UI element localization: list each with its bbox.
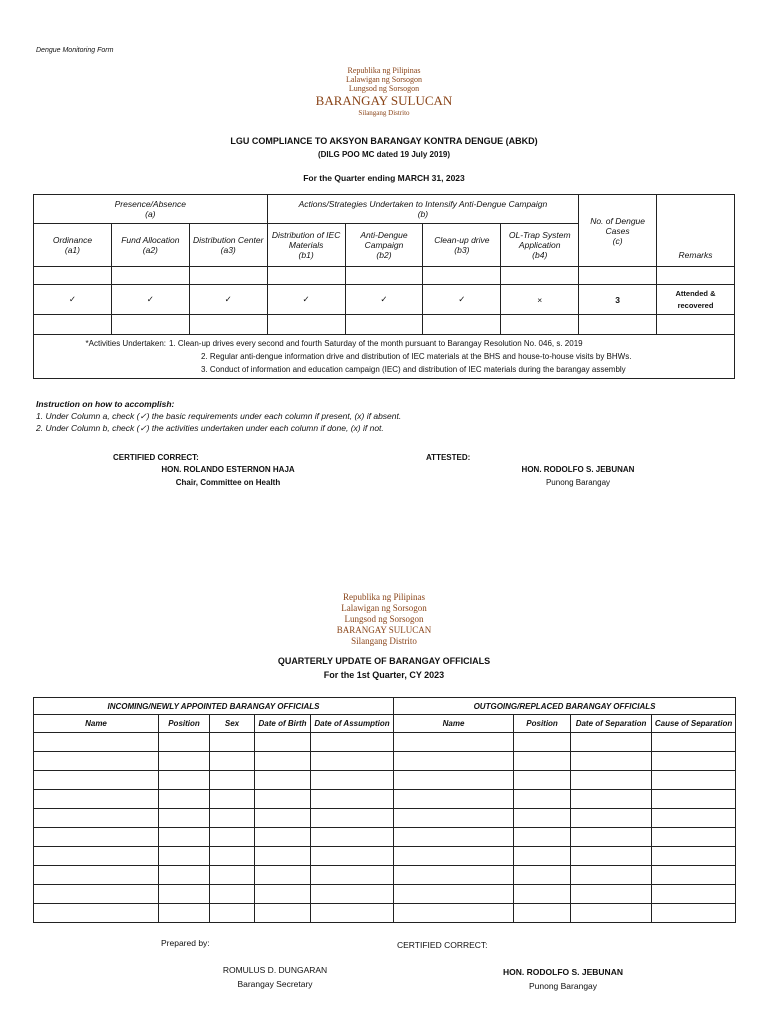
table-cell xyxy=(514,790,571,809)
table-row xyxy=(34,733,736,752)
cell-a1: ✓ xyxy=(34,285,112,315)
city-line: Lungsod ng Sorsogon xyxy=(348,84,420,93)
table-cell xyxy=(652,866,736,885)
table-row xyxy=(34,847,736,866)
table-cell xyxy=(514,904,571,923)
republic-line: Republika ng Pilipinas xyxy=(347,66,421,75)
table-row-data xyxy=(34,285,735,315)
certified-name: HON. ROLANDO ESTERNON HAJA xyxy=(161,465,295,474)
table-cell xyxy=(514,828,571,847)
table-cell xyxy=(311,866,394,885)
attested-title: Punong Barangay xyxy=(545,478,611,487)
table-cell xyxy=(210,790,255,809)
col-header-out-name: Name xyxy=(394,715,514,733)
table-cell xyxy=(652,771,736,790)
group-b-header: Actions/Strategies Undertaken to Intensify Anti-Dengue Campaign (b) xyxy=(267,195,579,224)
province-line: Lalawigan ng Sorsogon xyxy=(341,603,427,613)
cell-a3: ✓ xyxy=(189,285,267,315)
table-row xyxy=(34,809,736,828)
table-cell xyxy=(159,809,210,828)
section1-quarter: For the Quarter ending MARCH 31, 2023 xyxy=(303,173,465,183)
prepared-by-label: Prepared by: xyxy=(161,938,210,948)
table-cell xyxy=(311,904,394,923)
table-cell xyxy=(571,904,652,923)
table-cell xyxy=(394,866,514,885)
table-cell xyxy=(571,771,652,790)
table-cell xyxy=(210,752,255,771)
table-cell xyxy=(311,733,394,752)
table-cell xyxy=(571,752,652,771)
table-cell xyxy=(255,847,311,866)
col-header-remarks: Remarks xyxy=(657,195,735,267)
certified-correct-label: CERTIFIED CORRECT: xyxy=(113,453,199,462)
section1-title: LGU COMPLIANCE TO AKSYON BARANGAY KONTRA DENGUE (ABKD) xyxy=(230,136,538,146)
district-line: Silangang Distrito xyxy=(351,636,417,646)
activities-prefix: *Activities Undertaken: xyxy=(85,339,166,348)
table-row xyxy=(34,828,736,847)
table-cell xyxy=(159,904,210,923)
attested-label: ATTESTED: xyxy=(426,453,471,462)
table-cell xyxy=(652,847,736,866)
city-line: Lungsod ng Sorsogon xyxy=(344,614,424,624)
table-cell xyxy=(34,752,159,771)
table-cell xyxy=(255,809,311,828)
table-cell xyxy=(311,828,394,847)
section2-title: QUARTERLY UPDATE OF BARANGAY OFFICIALS xyxy=(277,656,491,666)
table-row xyxy=(34,885,736,904)
table-cell xyxy=(394,904,514,923)
table-cell xyxy=(394,809,514,828)
col-header-in-dob: Date of Birth xyxy=(255,715,311,733)
activities-notes-row xyxy=(34,335,735,379)
table-cell xyxy=(311,790,394,809)
cell-dengue-cases: 3 xyxy=(579,285,657,315)
table-cell xyxy=(394,885,514,904)
table-cell xyxy=(210,866,255,885)
cell-b3: ✓ xyxy=(423,285,501,315)
officials-table-body xyxy=(34,733,736,923)
col-header-out-separation-cause: Cause of Separation xyxy=(652,715,736,733)
province-line: Lalawigan ng Sorsogon xyxy=(346,75,422,84)
table-cell xyxy=(34,866,159,885)
table-cell xyxy=(394,733,514,752)
table-row-empty xyxy=(34,315,735,335)
cell-b1: ✓ xyxy=(267,285,345,315)
abkd-compliance-table xyxy=(33,194,735,379)
table-row xyxy=(34,771,736,790)
cell-b4: × xyxy=(501,285,579,315)
table-cell xyxy=(159,885,210,904)
table-cell xyxy=(571,828,652,847)
table-cell xyxy=(652,885,736,904)
table-row xyxy=(34,752,736,771)
table-cell xyxy=(255,866,311,885)
col-header-c: No. of Dengue Cases (c) xyxy=(579,195,657,267)
table-cell xyxy=(255,771,311,790)
table-cell xyxy=(571,809,652,828)
table-cell xyxy=(210,809,255,828)
table-cell xyxy=(394,847,514,866)
table-cell xyxy=(394,752,514,771)
table-cell xyxy=(34,809,159,828)
table-cell xyxy=(514,733,571,752)
table-cell xyxy=(159,752,210,771)
table-cell xyxy=(210,733,255,752)
section1-subtitle: (DILG POO MC dated 19 July 2019) xyxy=(317,150,451,159)
table-cell xyxy=(514,771,571,790)
table-cell xyxy=(514,847,571,866)
col-header-a1: Ordinance (a1) xyxy=(34,224,112,267)
table-cell xyxy=(311,847,394,866)
letterhead-bottom xyxy=(0,592,768,647)
col-header-in-position: Position xyxy=(159,715,210,733)
certified-title-2: Punong Barangay xyxy=(528,981,598,991)
barangay-name: BARANGAY SULUCAN xyxy=(315,93,453,108)
col-header-a3: Distribution Center (a3) xyxy=(189,224,267,267)
table-cell xyxy=(159,847,210,866)
table-cell xyxy=(652,904,736,923)
instructions xyxy=(36,398,401,434)
col-header-a2: Fund Allocation (a2) xyxy=(111,224,189,267)
table-row xyxy=(34,904,736,923)
activity-note: 1. Clean-up drives every second and fourth Saturday of the month pursuant to Barangay Resolution No. 046, s. 2019 xyxy=(169,339,583,348)
district-line: Silangang Distrito xyxy=(358,109,410,117)
letterhead-top xyxy=(0,66,768,117)
col-header-out-separation-date: Date of Separation xyxy=(571,715,652,733)
cell-remarks: Attended & recovered xyxy=(657,285,735,315)
activity-note: 3. Conduct of information and education campaign (IEC) and distribution of IEC materials during the barangay assembly xyxy=(201,365,626,374)
table-cell xyxy=(159,828,210,847)
table-cell xyxy=(210,847,255,866)
table-cell xyxy=(652,790,736,809)
certified-title: Chair, Committee on Health xyxy=(175,478,281,487)
table-cell xyxy=(34,885,159,904)
table-cell xyxy=(255,752,311,771)
table-cell xyxy=(34,904,159,923)
cell-b2: ✓ xyxy=(345,285,423,315)
certified-correct-label-2: CERTIFIED CORRECT: xyxy=(397,940,488,950)
col-header-b3: Clean-up drive (b3) xyxy=(423,224,501,267)
col-header-b2: Anti-Dengue Campaign (b2) xyxy=(345,224,423,267)
attested-name: HON. RODOLFO S. JEBUNAN xyxy=(521,465,635,474)
prepared-title: Barangay Secretary xyxy=(237,979,313,989)
republic-line: Republika ng Pilipinas xyxy=(343,592,425,602)
table-cell xyxy=(159,733,210,752)
table-cell xyxy=(514,752,571,771)
instruction-line: 1. Under Column a, check (✓) the basic requirements under each column if present, (x) if absent. xyxy=(36,411,402,421)
activity-note: 2. Regular anti-dengue information drive and distribution of IEC materials at the BHS and house-to-house visits by BHWs. xyxy=(201,352,632,361)
table-cell xyxy=(571,733,652,752)
table-cell xyxy=(210,771,255,790)
col-header-in-assumption: Date of Assumption xyxy=(311,715,394,733)
barangay-name: BARANGAY SULUCAN xyxy=(336,625,432,635)
table-cell xyxy=(311,885,394,904)
form-label: Dengue Monitoring Form xyxy=(36,47,114,54)
table-cell xyxy=(394,790,514,809)
table-cell xyxy=(652,809,736,828)
outgoing-officials-header: OUTGOING/REPLACED BARANGAY OFFICIALS xyxy=(394,698,736,715)
table-cell xyxy=(571,866,652,885)
table-row xyxy=(34,866,736,885)
table-cell xyxy=(34,733,159,752)
table-cell xyxy=(255,885,311,904)
group-a-header: Presence/Absence (a) xyxy=(34,195,268,224)
table-cell xyxy=(210,828,255,847)
table-cell xyxy=(34,771,159,790)
table-cell xyxy=(210,904,255,923)
table-cell xyxy=(514,809,571,828)
table-cell xyxy=(210,885,255,904)
cell-a2: ✓ xyxy=(111,285,189,315)
table-cell xyxy=(255,828,311,847)
table-cell xyxy=(394,828,514,847)
col-header-in-sex: Sex xyxy=(210,715,255,733)
table-cell xyxy=(311,771,394,790)
table-cell xyxy=(159,790,210,809)
table-cell xyxy=(311,809,394,828)
table-cell xyxy=(571,885,652,904)
instructions-title: Instruction on how to accomplish: xyxy=(36,399,175,409)
table-cell xyxy=(255,790,311,809)
prepared-name: ROMULUS D. DUNGARAN xyxy=(222,965,328,975)
table-row xyxy=(34,790,736,809)
table-cell xyxy=(394,771,514,790)
table-cell xyxy=(652,733,736,752)
table-cell xyxy=(514,866,571,885)
table-row-empty xyxy=(34,267,735,285)
certified-name-2: HON. RODOLFO S. JEBUNAN xyxy=(503,967,623,977)
col-header-b1: Distribution of IEC Materials (b1) xyxy=(267,224,345,267)
table-cell xyxy=(652,828,736,847)
table-cell xyxy=(311,752,394,771)
table-cell xyxy=(34,828,159,847)
table-cell xyxy=(159,771,210,790)
table-cell xyxy=(255,733,311,752)
instruction-line: 2. Under Column b, check (✓) the activities undertaken under each column if done, (x) if not. xyxy=(36,423,384,433)
col-header-out-position: Position xyxy=(514,715,571,733)
table-cell xyxy=(652,752,736,771)
section2-subtitle: For the 1st Quarter, CY 2023 xyxy=(323,670,445,680)
col-header-b4: OL-Trap System Application (b4) xyxy=(501,224,579,267)
table-cell xyxy=(34,790,159,809)
table-cell xyxy=(571,847,652,866)
table-cell xyxy=(514,885,571,904)
incoming-officials-header: INCOMING/NEWLY APPOINTED BARANGAY OFFICIALS xyxy=(34,698,394,715)
table-cell xyxy=(255,904,311,923)
table-cell xyxy=(159,866,210,885)
table-cell xyxy=(34,847,159,866)
col-header-in-name: Name xyxy=(34,715,159,733)
table-cell xyxy=(571,790,652,809)
officials-update-table xyxy=(33,697,736,923)
